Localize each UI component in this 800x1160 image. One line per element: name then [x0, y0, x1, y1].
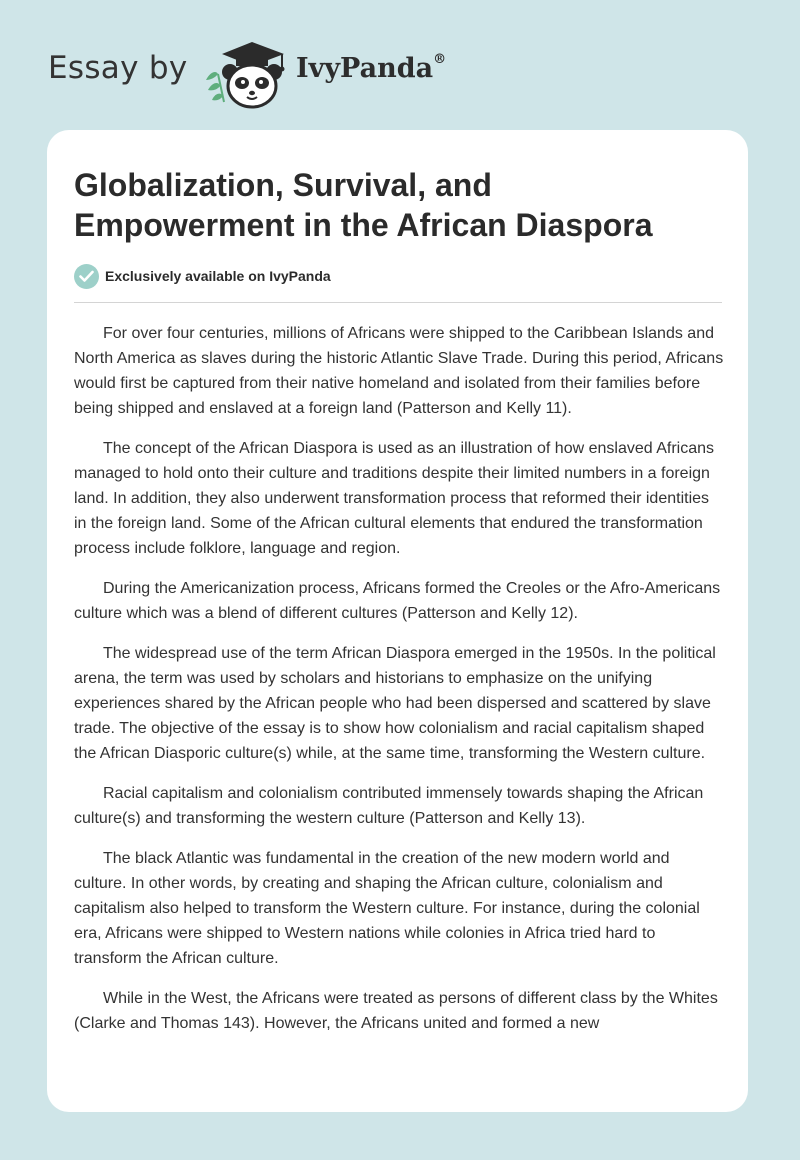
essay-card [47, 130, 748, 1112]
paragraph: Racial capitalism and colonialism contributed immensely towards shaping the African culture(s) and transforming the western culture (Patterson and Kelly 13). [74, 785, 704, 827]
essay-body [74, 321, 724, 1051]
paragraph: The concept of the African Diaspora is used as an illustration of how enslaved Africans managed to hold onto their culture and traditions despite their limited numbers in a foreign land. In addition, they also underwent transformation process that reformed their identities in the foreign land. Some of the African cultural elements that endured the transformation process include folklore, language and region. [74, 440, 715, 557]
paragraph: For over four centuries, millions of Africans were shipped to the Caribbean Islands and North America as slaves during the historic Atlantic Slave Trade. During this period, Africans would first be captured from their native homeland and isolated from their families before being shipped and enslaved at a foreign land (Patterson and Kelly 11). [74, 325, 724, 417]
panda-graduate-logo-icon[interactable] [202, 36, 290, 110]
paragraph: The black Atlantic was fundamental in the creation of the new modern world and culture. In other words, by creating and shaping the African culture, colonialism and capitalism also helped to transform the Western culture. For instance, during the colonial era, Africans were shipped to Western nations while colonies in Africa tried hard to transform the African culture. [74, 850, 700, 967]
exclusive-badge-label: Exclusively available on IvyPanda [105, 268, 331, 284]
exclusive-badge [74, 263, 331, 289]
site-header [0, 0, 800, 130]
checkmark-icon [74, 264, 99, 289]
paragraph: The widespread use of the term African Diaspora emerged in the 1950s. In the political arena, the term was used by scholars and historians to emphasize on the unifying experiences shared by the African people who had been dispersed and scattered by slave trade. The objective of the essay is to show how colonialism and racial capitalism shaped the African Diasporic culture(s) while, at the same time, transforming the Western culture. [74, 645, 716, 762]
divider [74, 302, 722, 303]
paragraph: During the Americanization process, Africans formed the Creoles or the Afro-Americans culture which was a blend of different cultures (Patterson and Kelly 12). [74, 580, 721, 622]
paragraph: While in the West, the Africans were treated as persons of different class by the Whites (Clarke and Thomas 143). However, the Africans united and formed a new [74, 990, 718, 1032]
brand-name[interactable]: IvyPanda® [296, 52, 447, 84]
registered-mark: ® [433, 52, 447, 67]
essay-title: Globalization, Survival, and Empowerment in the African Diaspora [74, 167, 653, 243]
essay-by-label: Essay by [48, 50, 188, 86]
